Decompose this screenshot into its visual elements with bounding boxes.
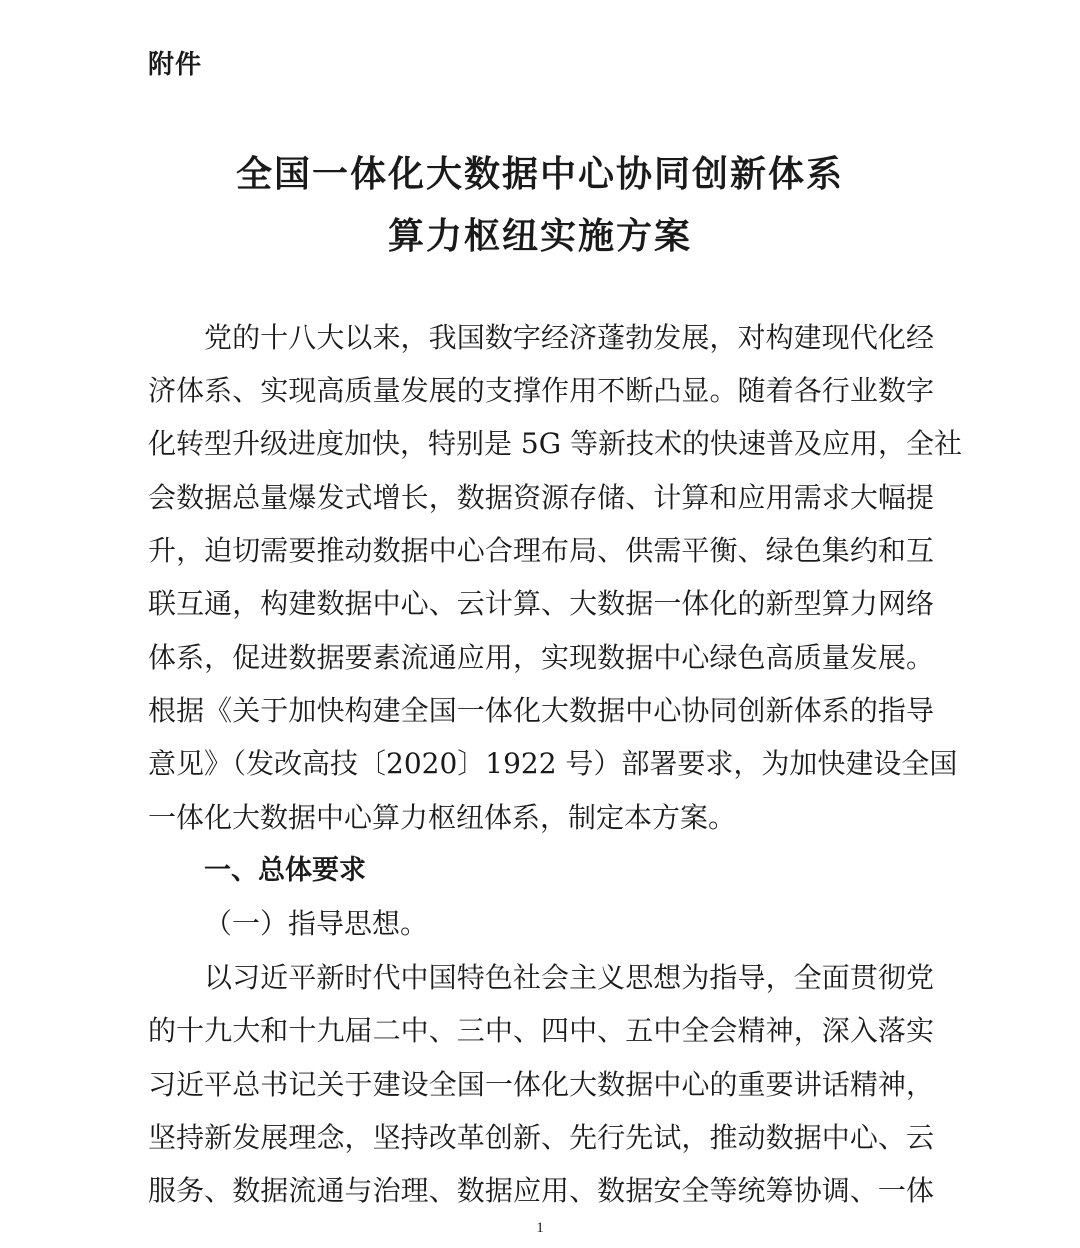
attachment-label: 附件 — [148, 50, 203, 80]
subsection-heading: （一）指导思想。 — [204, 907, 429, 940]
paragraph-line: 升，迫切需要推动数据中心合理布局、供需平衡、绿色集约和互 — [148, 534, 934, 567]
paragraph-line: 联互通，构建数据中心、云计算、大数据一体化的新型算力网络 — [148, 587, 934, 620]
section-heading: 一、总体要求 — [204, 855, 366, 886]
paragraph-line: 体系，促进数据要素流通应用，实现数据中心绿色高质量发展。 — [148, 641, 934, 674]
paragraph-line: 以习近平新时代中国特色社会主义思想为指导，全面贯彻党 — [204, 961, 934, 994]
paragraph-line: 意见》（发改高技〔2020〕1922 号）部署要求，为加快建设全国 — [148, 747, 958, 780]
paragraph-line: 一体化大数据中心算力枢纽体系，制定本方案。 — [148, 801, 737, 834]
paragraph-line: 济体系、实现高质量发展的支撑作用不断凸显。随着各行业数字 — [148, 374, 934, 407]
page-number: 1 — [536, 1220, 544, 1236]
paragraph-line: 坚持新发展理念，坚持改革创新、先行先试，推动数据中心、云 — [148, 1121, 934, 1154]
paragraph-line: 习近平总书记关于建设全国一体化大数据中心的重要讲话精神， — [148, 1068, 934, 1101]
paragraph-line: 会数据总量爆发式增长，数据资源存储、计算和应用需求大幅提 — [148, 481, 934, 514]
paragraph-line: 服务、数据流通与治理、数据应用、数据安全等统筹协调、一体 — [148, 1174, 934, 1207]
paragraph-line: 化转型升级进度加快，特别是 5G 等新技术的快速普及应用，全社 — [148, 427, 962, 460]
paragraph-line: 的十九大和十九届二中、三中、四中、五中全会精神，深入落实 — [148, 1014, 934, 1047]
document-title-line-2: 算力枢纽实施方案 — [387, 215, 692, 257]
paragraph-line: 党的十八大以来，我国数字经济蓬勃发展，对构建现代化经 — [204, 321, 934, 354]
document-title-line-1: 全国一体化大数据中心协同创新体系 — [235, 153, 844, 195]
paragraph-line: 根据《关于加快构建全国一体化大数据中心协同创新体系的指导 — [148, 694, 934, 727]
